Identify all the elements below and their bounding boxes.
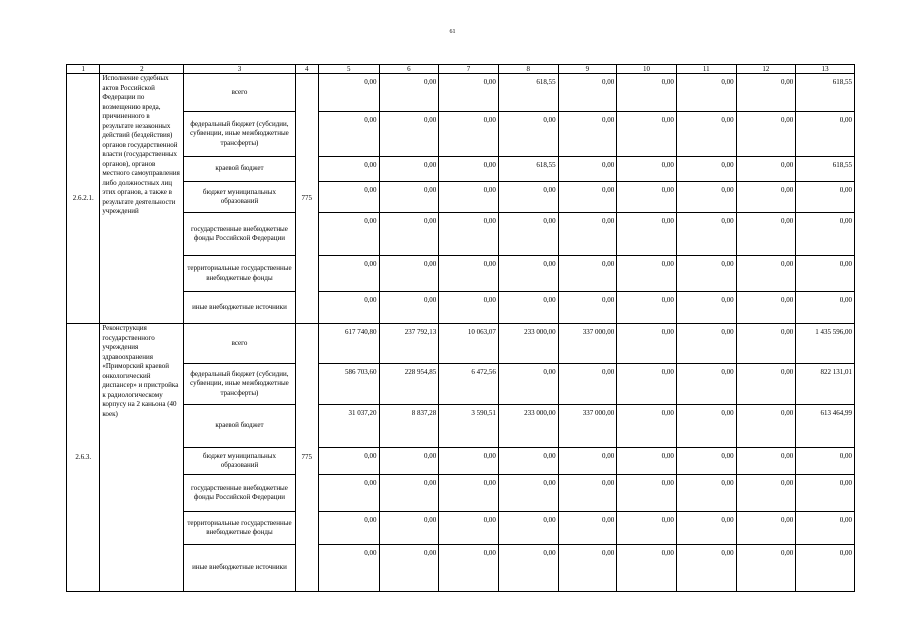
amount-cell: 0,00 bbox=[558, 157, 617, 182]
amount-cell: 0,00 bbox=[617, 405, 677, 448]
budget-table bbox=[66, 64, 855, 592]
amount-cell: 0,00 bbox=[439, 157, 499, 182]
amount-cell: 618,55 bbox=[498, 74, 558, 112]
amount-cell: 0,00 bbox=[796, 112, 855, 157]
table-row bbox=[67, 74, 855, 112]
funding-source: бюджет муниципальных образований bbox=[184, 448, 295, 475]
amount-cell: 0,00 bbox=[617, 213, 677, 256]
header-row bbox=[67, 65, 855, 74]
column-4-value: 775 bbox=[295, 324, 318, 592]
column-4-value: 775 bbox=[295, 74, 318, 324]
amount-cell: 0,00 bbox=[617, 545, 677, 592]
funding-source: территориальные государственные внебюджетные фонды bbox=[184, 512, 295, 545]
amount-cell: 0,00 bbox=[318, 182, 379, 213]
funding-source: всего bbox=[184, 74, 295, 112]
amount-cell: 0,00 bbox=[676, 448, 736, 475]
amount-cell: 0,00 bbox=[439, 512, 499, 545]
amount-cell: 233 000,00 bbox=[498, 405, 558, 448]
amount-cell: 0,00 bbox=[558, 475, 617, 512]
amount-cell: 0,00 bbox=[558, 74, 617, 112]
column-header: 7 bbox=[439, 65, 499, 74]
amount-cell: 0,00 bbox=[379, 448, 439, 475]
amount-cell: 0,00 bbox=[439, 112, 499, 157]
amount-cell: 0,00 bbox=[318, 74, 379, 112]
column-header: 2 bbox=[100, 65, 184, 74]
amount-cell: 337 000,00 bbox=[558, 405, 617, 448]
amount-cell: 0,00 bbox=[498, 512, 558, 545]
amount-cell: 0,00 bbox=[736, 74, 796, 112]
column-header: 10 bbox=[617, 65, 677, 74]
column-header: 8 bbox=[498, 65, 558, 74]
amount-cell: 0,00 bbox=[736, 157, 796, 182]
column-header: 13 bbox=[796, 65, 855, 74]
column-header: 11 bbox=[676, 65, 736, 74]
amount-cell: 0,00 bbox=[558, 448, 617, 475]
column-header: 4 bbox=[295, 65, 318, 74]
amount-cell: 0,00 bbox=[617, 256, 677, 292]
amount-cell: 0,00 bbox=[736, 112, 796, 157]
amount-cell: 10 063,07 bbox=[439, 324, 499, 364]
table-body bbox=[67, 65, 855, 592]
amount-cell: 1 435 596,00 bbox=[796, 324, 855, 364]
amount-cell: 0,00 bbox=[676, 545, 736, 592]
amount-cell: 0,00 bbox=[439, 74, 499, 112]
amount-cell: 0,00 bbox=[439, 545, 499, 592]
table-row bbox=[67, 324, 855, 364]
amount-cell: 0,00 bbox=[676, 512, 736, 545]
amount-cell: 0,00 bbox=[318, 112, 379, 157]
amount-cell: 0,00 bbox=[379, 74, 439, 112]
amount-cell: 0,00 bbox=[796, 512, 855, 545]
amount-cell: 618,55 bbox=[796, 157, 855, 182]
amount-cell: 0,00 bbox=[558, 182, 617, 213]
funding-source: иные внебюджетные источники bbox=[184, 545, 295, 592]
amount-cell: 0,00 bbox=[318, 448, 379, 475]
amount-cell: 0,00 bbox=[379, 256, 439, 292]
amount-cell: 0,00 bbox=[498, 448, 558, 475]
amount-cell: 0,00 bbox=[617, 364, 677, 405]
amount-cell: 586 703,60 bbox=[318, 364, 379, 405]
amount-cell: 0,00 bbox=[617, 112, 677, 157]
funding-source: иные внебюджетные источники bbox=[184, 292, 295, 324]
amount-cell: 0,00 bbox=[498, 292, 558, 324]
table-row bbox=[67, 512, 855, 545]
amount-cell: 613 464,99 bbox=[796, 405, 855, 448]
amount-cell: 0,00 bbox=[796, 213, 855, 256]
funding-source: территориальные государственные внебюджетные фонды bbox=[184, 256, 295, 292]
amount-cell: 618,55 bbox=[498, 157, 558, 182]
table-row bbox=[67, 256, 855, 292]
amount-cell: 0,00 bbox=[498, 182, 558, 213]
amount-cell: 0,00 bbox=[558, 545, 617, 592]
amount-cell: 337 000,00 bbox=[558, 324, 617, 364]
table-row bbox=[67, 405, 855, 448]
amount-cell: 0,00 bbox=[318, 256, 379, 292]
amount-cell: 0,00 bbox=[736, 512, 796, 545]
amount-cell: 8 837,28 bbox=[379, 405, 439, 448]
amount-cell: 0,00 bbox=[796, 182, 855, 213]
amount-cell: 0,00 bbox=[736, 213, 796, 256]
amount-cell: 0,00 bbox=[379, 475, 439, 512]
amount-cell: 0,00 bbox=[498, 475, 558, 512]
amount-cell: 0,00 bbox=[558, 213, 617, 256]
amount-cell: 0,00 bbox=[439, 475, 499, 512]
table-row bbox=[67, 364, 855, 405]
funding-source: краевой бюджет bbox=[184, 405, 295, 448]
amount-cell: 0,00 bbox=[796, 256, 855, 292]
amount-cell: 0,00 bbox=[318, 475, 379, 512]
amount-cell: 0,00 bbox=[439, 213, 499, 256]
amount-cell: 0,00 bbox=[796, 448, 855, 475]
amount-cell: 0,00 bbox=[439, 292, 499, 324]
amount-cell: 0,00 bbox=[617, 74, 677, 112]
amount-cell: 617 740,80 bbox=[318, 324, 379, 364]
amount-cell: 0,00 bbox=[736, 182, 796, 213]
amount-cell: 0,00 bbox=[736, 324, 796, 364]
amount-cell: 0,00 bbox=[498, 112, 558, 157]
amount-cell: 0,00 bbox=[676, 475, 736, 512]
amount-cell: 0,00 bbox=[498, 256, 558, 292]
amount-cell: 822 131,01 bbox=[796, 364, 855, 405]
amount-cell: 0,00 bbox=[676, 112, 736, 157]
amount-cell: 0,00 bbox=[796, 545, 855, 592]
amount-cell: 0,00 bbox=[736, 405, 796, 448]
amount-cell: 0,00 bbox=[617, 292, 677, 324]
amount-cell: 0,00 bbox=[617, 512, 677, 545]
amount-cell: 0,00 bbox=[736, 364, 796, 405]
amount-cell: 0,00 bbox=[617, 448, 677, 475]
funding-source: федеральный бюджет (субсидии, субвенции, иные межбюджетные трансферты) bbox=[184, 364, 295, 405]
amount-cell: 0,00 bbox=[558, 512, 617, 545]
funding-source: федеральный бюджет (субсидии, субвенции, иные межбюджетные трансферты) bbox=[184, 112, 295, 157]
amount-cell: 0,00 bbox=[379, 112, 439, 157]
amount-cell: 0,00 bbox=[736, 256, 796, 292]
amount-cell: 0,00 bbox=[498, 364, 558, 405]
amount-cell: 0,00 bbox=[676, 292, 736, 324]
amount-cell: 0,00 bbox=[676, 213, 736, 256]
amount-cell: 0,00 bbox=[439, 448, 499, 475]
amount-cell: 0,00 bbox=[796, 292, 855, 324]
amount-cell: 237 792,13 bbox=[379, 324, 439, 364]
funding-source: государственные внебюджетные фонды Российской Федерации bbox=[184, 213, 295, 256]
amount-cell: 31 037,20 bbox=[318, 405, 379, 448]
item-code: 2.6.3. bbox=[67, 324, 100, 592]
column-header: 12 bbox=[736, 65, 796, 74]
column-header: 5 bbox=[318, 65, 379, 74]
amount-cell: 0,00 bbox=[379, 213, 439, 256]
amount-cell: 0,00 bbox=[439, 182, 499, 213]
amount-cell: 0,00 bbox=[318, 213, 379, 256]
table-row bbox=[67, 213, 855, 256]
amount-cell: 0,00 bbox=[318, 292, 379, 324]
table-row bbox=[67, 112, 855, 157]
item-code: 2.6.2.1. bbox=[67, 74, 100, 324]
amount-cell: 0,00 bbox=[676, 405, 736, 448]
amount-cell: 0,00 bbox=[796, 475, 855, 512]
amount-cell: 0,00 bbox=[498, 213, 558, 256]
funding-source: государственные внебюджетные фонды Российской Федерации bbox=[184, 475, 295, 512]
amount-cell: 0,00 bbox=[558, 256, 617, 292]
amount-cell: 0,00 bbox=[379, 512, 439, 545]
item-name: Реконструкция государственного учреждения здравоохранения «Приморский краевой онкологический диспансер» и пристройка к радиологическому корпусу на 2 каньона (40 коек) bbox=[100, 324, 184, 592]
table-row bbox=[67, 475, 855, 512]
item-name: Исполнение судебных актов Российской Федерации по возмещению вреда, причиненного в результате незаконных действий (бездействия) органов государственной власти (государственных органов), органов местного самоуправления либо должностных лиц этих органов, а также в результате деятельности учреждений bbox=[100, 74, 184, 324]
amount-cell: 0,00 bbox=[676, 324, 736, 364]
amount-cell: 0,00 bbox=[439, 256, 499, 292]
amount-cell: 0,00 bbox=[617, 157, 677, 182]
amount-cell: 0,00 bbox=[736, 448, 796, 475]
amount-cell: 0,00 bbox=[558, 292, 617, 324]
amount-cell: 0,00 bbox=[379, 157, 439, 182]
amount-cell: 0,00 bbox=[676, 157, 736, 182]
amount-cell: 0,00 bbox=[558, 112, 617, 157]
table-row bbox=[67, 182, 855, 213]
amount-cell: 0,00 bbox=[617, 182, 677, 213]
amount-cell: 618,55 bbox=[796, 74, 855, 112]
table-row bbox=[67, 292, 855, 324]
amount-cell: 0,00 bbox=[498, 545, 558, 592]
amount-cell: 0,00 bbox=[318, 157, 379, 182]
amount-cell: 6 472,56 bbox=[439, 364, 499, 405]
amount-cell: 0,00 bbox=[379, 545, 439, 592]
table-row bbox=[67, 448, 855, 475]
page-number: 61 bbox=[449, 29, 456, 35]
funding-source: краевой бюджет bbox=[184, 157, 295, 182]
funding-source: бюджет муниципальных образований bbox=[184, 182, 295, 213]
amount-cell: 228 954,85 bbox=[379, 364, 439, 405]
amount-cell: 0,00 bbox=[676, 256, 736, 292]
amount-cell: 0,00 bbox=[558, 364, 617, 405]
amount-cell: 0,00 bbox=[617, 475, 677, 512]
amount-cell: 0,00 bbox=[736, 475, 796, 512]
amount-cell: 3 590,51 bbox=[439, 405, 499, 448]
amount-cell: 0,00 bbox=[318, 545, 379, 592]
amount-cell: 0,00 bbox=[617, 324, 677, 364]
amount-cell: 0,00 bbox=[736, 545, 796, 592]
amount-cell: 233 000,00 bbox=[498, 324, 558, 364]
table-row bbox=[67, 157, 855, 182]
column-header: 6 bbox=[379, 65, 439, 74]
column-header: 3 bbox=[184, 65, 295, 74]
amount-cell: 0,00 bbox=[676, 182, 736, 213]
amount-cell: 0,00 bbox=[676, 74, 736, 112]
funding-source: всего bbox=[184, 324, 295, 364]
amount-cell: 0,00 bbox=[379, 292, 439, 324]
amount-cell: 0,00 bbox=[676, 364, 736, 405]
table-row bbox=[67, 545, 855, 592]
amount-cell: 0,00 bbox=[318, 512, 379, 545]
column-header: 1 bbox=[67, 65, 100, 74]
amount-cell: 0,00 bbox=[736, 292, 796, 324]
amount-cell: 0,00 bbox=[379, 182, 439, 213]
column-header: 9 bbox=[558, 65, 617, 74]
